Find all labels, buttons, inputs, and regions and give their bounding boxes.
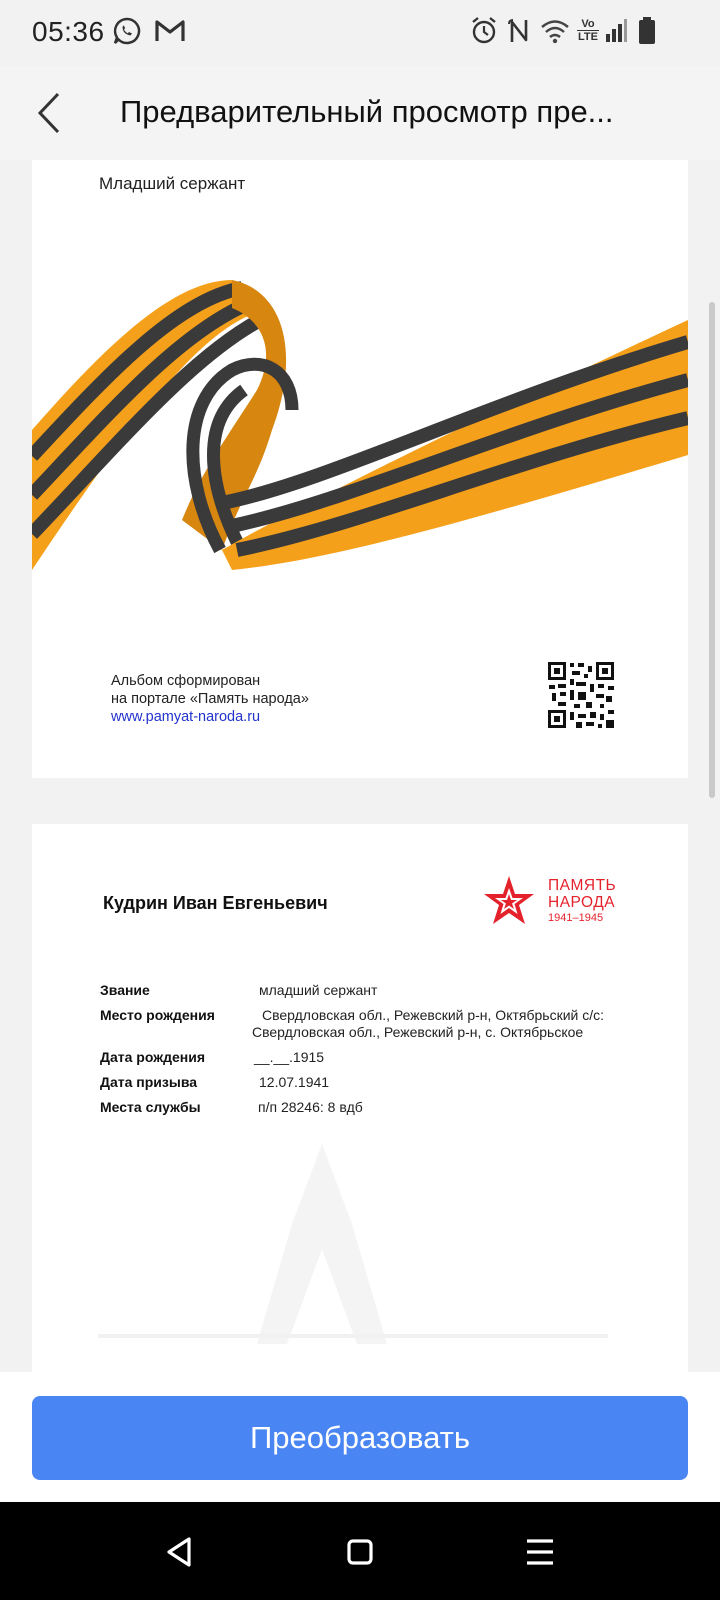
whatsapp-icon — [112, 16, 142, 46]
gmail-icon — [154, 16, 186, 46]
volte-icon — [577, 18, 599, 43]
value-birthplace-line-2: Свердловская обл., Режевский р-н, с. Октябрьское — [252, 1024, 584, 1040]
document-preview[interactable] — [0, 160, 720, 1372]
logo-years: 1941–1945 — [548, 912, 604, 924]
logo-line-2: НАРОДА — [548, 894, 616, 911]
album-line-1: Альбом сформирован — [111, 673, 261, 689]
chevron-left-icon[interactable] — [30, 88, 70, 138]
person-name: Кудрин Иван Евгеньевич — [103, 893, 328, 913]
alarm-icon — [470, 16, 498, 46]
page-title: Предварительный просмотр пре... — [120, 94, 614, 129]
qr-code-image — [546, 660, 616, 730]
label-service-places: Места службы — [100, 1099, 201, 1115]
back-triangle-icon[interactable] — [155, 1528, 203, 1576]
label-draft-date: Дата призыва — [100, 1074, 198, 1090]
album-info — [111, 672, 309, 726]
red-star-icon — [482, 874, 536, 930]
value-draft-date: 12.07.1941 — [259, 1074, 330, 1090]
album-url: www.pamyat-naroda.ru — [111, 709, 261, 725]
pamyat-naroda-logo — [482, 874, 632, 934]
preview-page-2 — [32, 824, 688, 1372]
label-birth-date: Дата рождения — [100, 1049, 206, 1065]
star-watermark-image — [32, 1144, 688, 1372]
nfc-icon — [506, 16, 532, 46]
preview-page-1 — [32, 160, 688, 778]
value-birthplace-line-1: Свердловская обл., Режевский р-н, Октябрьский с/с: — [262, 1007, 605, 1023]
recents-menu-icon[interactable] — [516, 1528, 564, 1576]
st-george-ribbon-image — [32, 280, 688, 600]
bottom-action-panel — [0, 1372, 720, 1502]
volte-top: Vo — [581, 18, 595, 30]
logo-line-1: ПАМЯТЬ — [548, 877, 617, 894]
rank-title: Младший сержант — [99, 174, 246, 193]
value-service-places: п/п 28246: 8 вдб — [258, 1099, 363, 1115]
value-rank: младший сержант — [259, 982, 378, 998]
volte-bottom: LTE — [578, 31, 598, 43]
status-time: 05:36 — [32, 16, 105, 47]
scrollbar[interactable] — [709, 302, 715, 798]
status-bar — [0, 0, 720, 66]
signal-icon — [604, 16, 628, 46]
battery-icon — [638, 16, 656, 46]
convert-button[interactable]: Преобразовать — [32, 1396, 688, 1480]
home-square-icon[interactable] — [336, 1528, 384, 1576]
value-birth-date: __.__.1915 — [254, 1049, 325, 1065]
album-line-2: на портале «Память народа» — [111, 691, 309, 707]
label-rank: Звание — [100, 982, 150, 998]
system-nav-bar — [0, 1502, 720, 1600]
wifi-icon — [540, 16, 570, 46]
app-header — [0, 66, 720, 160]
label-birthplace: Место рождения — [100, 1007, 215, 1023]
